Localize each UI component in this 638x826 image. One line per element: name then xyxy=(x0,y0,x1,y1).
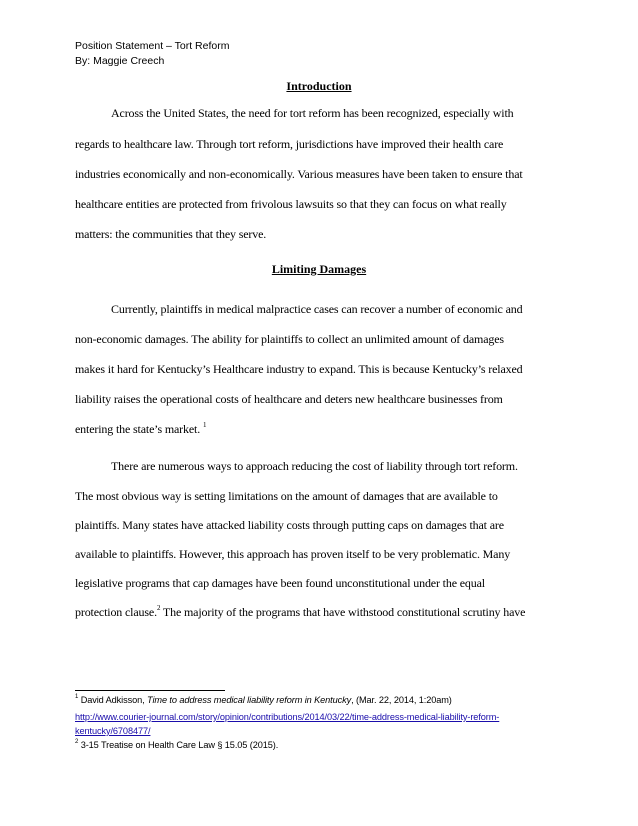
page-header xyxy=(75,39,229,69)
text-line: industries economically and non-economically. Various measures have been taken to ensure that xyxy=(75,167,523,181)
text-line xyxy=(75,422,206,437)
footnote-number: 2 xyxy=(75,739,79,745)
footnote-1-link-line-1 xyxy=(75,712,499,722)
footnote-date: , (Mar. 22, 2014, 1:20am) xyxy=(351,695,452,705)
footnote-1-link-line-2 xyxy=(75,726,150,736)
text-line: The most obvious way is setting limitations on the amount of damages that are available to xyxy=(75,489,498,503)
text-line: Currently, plaintiffs in medical malpractice cases can recover a number of economic and xyxy=(111,302,523,316)
text-line: matters: the communities that they serve. xyxy=(75,227,267,241)
text-span: The majority of the programs that have withstood constitutional scrutiny have xyxy=(160,605,526,619)
footnote-1 xyxy=(75,695,452,705)
footnote-1-link[interactable]: http://www.courier-journal.com/story/opinion/contributions/2014/03/22/time-address-medical-liability-reform- xyxy=(75,712,500,722)
text-span: entering the state’s market. xyxy=(75,422,203,436)
text-line xyxy=(75,605,525,620)
text-line: healthcare entities are protected from frivolous lawsuits so that they can focus on what really xyxy=(75,197,507,211)
footnote-1-link-continued[interactable]: kentucky/6708477/ xyxy=(75,726,151,736)
text-span: protection clause. xyxy=(75,605,157,619)
section-heading-limiting-damages: Limiting Damages xyxy=(271,262,367,276)
footnote-ref-2[interactable]: 2 xyxy=(156,604,161,612)
text-line: makes it hard for Kentucky’s Healthcare industry to expand. This is because Kentucky’s relaxed xyxy=(75,362,523,376)
text-line: There are numerous ways to approach reducing the cost of liability through tort reform. xyxy=(111,459,518,473)
text-line: available to plaintiffs. However, this approach has proven itself to be very problematic. Many xyxy=(75,547,511,561)
footnote-2 xyxy=(75,740,278,750)
footnote-author: David Adkisson, xyxy=(78,695,148,705)
header-author: By: Maggie Creech xyxy=(75,55,165,67)
text-line: liability raises the operational costs of healthcare and deters new healthcare businesses from xyxy=(75,392,503,406)
footnote-ref-1[interactable]: 1 xyxy=(202,421,207,429)
header-title: Position Statement – Tort Reform xyxy=(75,40,230,52)
text-line: legislative programs that cap damages have been found unconstitutional under the equal xyxy=(75,576,485,590)
text-line: regards to healthcare law. Through tort reform, jurisdictions have improved their health care xyxy=(75,137,504,151)
text-line: Across the United States, the need for tort reform has been recognized, especially with xyxy=(111,106,514,120)
text-line: non-economic damages. The ability for plaintiffs to collect an unlimited amount of damages xyxy=(75,332,504,346)
footnote-separator xyxy=(75,690,225,691)
footnote-number: 1 xyxy=(75,694,79,700)
footnote-title: Time to address medical liability reform in Kentucky xyxy=(147,695,352,705)
text-line: plaintiffs. Many states have attacked liability costs through putting caps on damages that are xyxy=(75,518,504,532)
footnote-text: 3-15 Treatise on Health Care Law § 15.05 (2015). xyxy=(78,740,279,750)
section-heading-introduction: Introduction xyxy=(286,79,352,93)
